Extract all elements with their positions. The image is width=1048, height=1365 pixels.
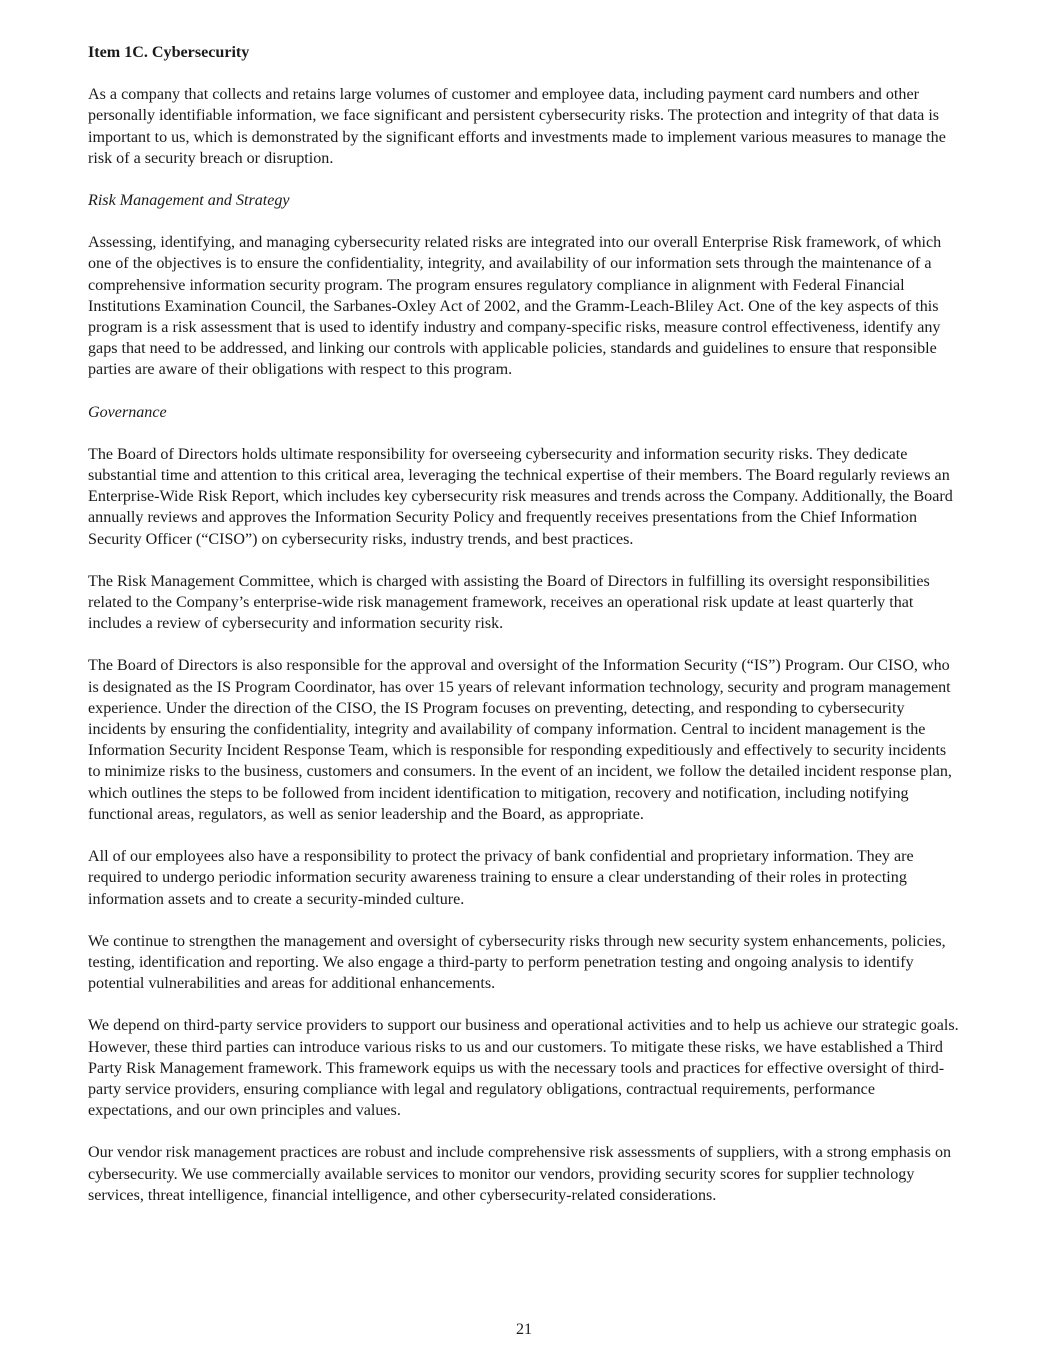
governance-heading: Governance [88, 403, 167, 421]
governance-paragraph-board: The Board of Directors holds ultimate responsibility for overseeing cybersecurity and information security risks. They dedicate substantial time and attention to this critical area, leveraging the technical expertise of their members. The Board regularly reviews an Enterprise-Wide Risk Report, which includes key cybersecurity risk measures and trends across the Company. Additionally, the Board annually reviews and approves the Information Security Policy and frequently receives presentations from the Chief Information Security Officer (“CISO”) on cybersecurity risks, industry trends, and best practices. [88, 445, 953, 548]
governance-paragraph-risk-committee: The Risk Management Committee, which is charged with assisting the Board of Directors in fulfilling its oversight responsibilities related to the Company’s enterprise-wide risk management framework, receives an operational risk update at least quarterly that includes a review of cybersecurity and information security risk. [88, 572, 930, 633]
section-title: Item 1C. Cybersecurity [88, 44, 250, 61]
page-number: 21 [515, 1321, 533, 1338]
intro-paragraph: As a company that collects and retains large volumes of customer and employee data, including payment card numbers and other personally identifiable information, we face significant and persistent cybersecurity risks. The protection and integrity of that data is important to us, which is demonstrated by the significant efforts and investments made to implement various measures to manage the risk of a security breach or disruption. [88, 86, 946, 167]
document-page [88, 42, 962, 1227]
risk-management-heading: Risk Management and Strategy [88, 192, 290, 210]
governance-paragraph-is-program: The Board of Directors is also responsible for the approval and oversight of the Information Security (“IS”) Program. Our CISO, who is designated as the IS Program Coordinator, has over 15 years of relevant information technology, security and program management experience. Under the direction of the CISO, the IS Program focuses on preventing, detecting, and responding to cybersecurity incidents by ensuring the confidentiality, integrity and availability of company information. Central to incident management is the Information Security Incident Response Team, which is responsible for responding expeditiously and effectively to security incidents to minimize risks to the business, customers and consumers. In the event of an incident, we follow the detailed incident response plan, which outlines the steps to be followed from incident identification to mitigation, recovery and notification, including notifying functional areas, regulators, as well as senior leadership and the Board, as appropriate. [88, 657, 952, 823]
governance-paragraph-vendor-risk: Our vendor risk management practices are robust and include comprehensive risk assessments of suppliers, with a strong emphasis on cybersecurity. We use commercially available services to monitor our vendors, providing security scores for supplier technology services, threat intelligence, financial intelligence, and other cybersecurity-related considerations. [88, 1144, 952, 1204]
governance-paragraph-employees: All of our employees also have a responsibility to protect the privacy of bank confidential and proprietary information. They are required to undergo periodic information security awareness training to ensure a clear understanding of their roles in protecting information assets and to create a security-minded culture. [88, 848, 914, 908]
governance-paragraph-oversight: We continue to strengthen the management and oversight of cybersecurity risks through new security system enhancements, policies, testing, identification and reporting. We also engage a third-party to perform penetration testing and ongoing analysis to identify potential vulnerabilities and areas for additional enhancements. [88, 932, 946, 993]
risk-management-paragraph: Assessing, identifying, and managing cybersecurity related risks are integrated into our overall Enterprise Risk framework, of which one of the objectives is to ensure the confidentiality, integrity, and availability of our information sets through the maintenance of a comprehensive information security program. The program ensures regulatory compliance in alignment with Federal Financial Institutions Examination Council, the Sarbanes-Oxley Act of 2002, and the Gramm-Leach-Bliley Act. One of the key aspects of this program is a risk assessment that is used to identify industry and company-specific risks, measure control effectiveness, identify any gaps that need to be addressed, and linking our controls with applicable policies, standards and guidelines to ensure that responsible parties are aware of their obligations with respect to this program. [88, 234, 942, 379]
governance-paragraph-third-party: We depend on third-party service providers to support our business and operational activities and to help us achieve our strategic goals. However, these third parties can introduce various risks to us and our customers. To mitigate these risks, we have established a Third Party Risk Management framework. This framework equips us with the necessary tools and practices for effective oversight of third-party service providers, ensuring compliance with legal and regulatory obligations, contractual requirements, performance expectations, and our own principles and values. [88, 1017, 959, 1120]
